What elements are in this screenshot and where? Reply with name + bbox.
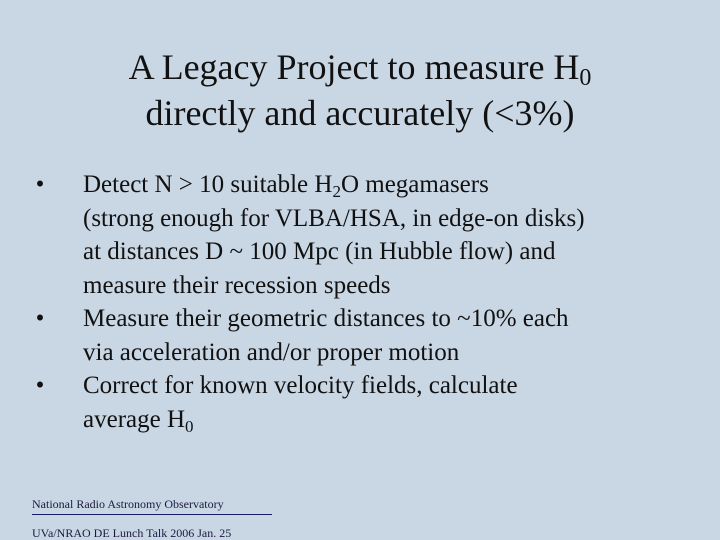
subscript: 2 <box>332 182 341 201</box>
bullet-text: Detect N > 10 suitable H <box>83 171 333 198</box>
bullet-item-measure <box>30 302 690 369</box>
bullet-line <box>83 403 690 437</box>
bullet-line: via acceleration and/or proper motion <box>83 338 460 366</box>
footer-talk-info: UVa/NRAO DE Lunch Talk 2006 Jan. 25 <box>32 526 232 540</box>
bullet-line: Correct for known velocity fields, calculate <box>83 372 518 399</box>
subscript: 0 <box>185 416 194 436</box>
footer-organization: National Radio Astronomy Observatory <box>32 497 224 511</box>
bullet-line: measure their recession speeds <box>83 271 391 299</box>
bullet-item-detect <box>30 168 690 302</box>
bullet-marker: • <box>35 171 45 198</box>
bullet-text: O megamasers <box>340 171 489 198</box>
slide-footer <box>32 497 272 540</box>
bullet-line <box>83 168 690 202</box>
slide-title <box>60 44 660 136</box>
title-subscript: 0 <box>579 65 592 91</box>
bullet-list <box>30 168 690 436</box>
bullet-marker: • <box>35 305 45 332</box>
bullet-item-correct <box>30 369 690 436</box>
footer-divider <box>32 514 272 515</box>
title-line-2: directly and accurately (<3%) <box>145 93 575 133</box>
title-line-1 <box>60 44 660 90</box>
bullet-line: at distances D ~ 100 Mpc (in Hubble flow) and <box>83 238 556 265</box>
title-line-1-text: A Legacy Project to measure H <box>128 47 580 87</box>
bullet-text: average H <box>83 405 186 433</box>
bullet-marker: • <box>35 372 45 399</box>
bullet-line: Measure their geometric distances to ~10% each <box>83 305 569 332</box>
bullet-line: (strong enough for VLBA/HSA, in edge-on disks) <box>83 204 585 232</box>
